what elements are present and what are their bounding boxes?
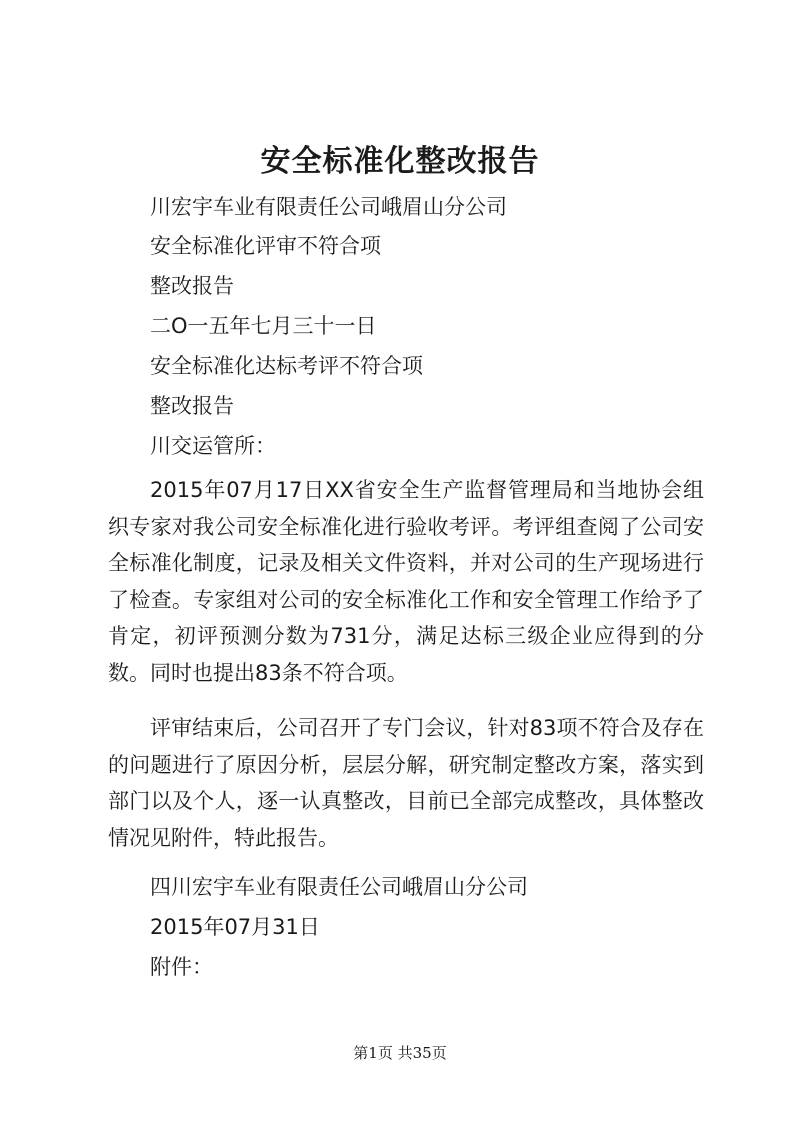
- recipient-line: 川交运管所：: [150, 434, 276, 458]
- subtitle-line: 安全标准化评审不符合项: [150, 234, 381, 258]
- date-line: 二O一五年七月三十一日: [150, 314, 377, 338]
- attachment-label: 附件：: [150, 955, 213, 979]
- body-paragraph-2: 评审结束后，公司召开了专门会议，针对83项不符合及存在的问题进行了原因分析，层层分解，研究制定整改方案，落实到部门以及个人，逐一认真整改，目前已全部完成整改，具体整改情况见附件，特此报告。: [108, 716, 704, 850]
- report-label-line-2: 整改报告: [150, 394, 234, 418]
- heading-line: 安全标准化达标考评不符合项: [150, 354, 423, 378]
- report-label-line: 整改报告: [150, 274, 234, 298]
- signature-company: 四川宏宇车业有限责任公司峨眉山分公司: [150, 875, 528, 899]
- body-paragraph-1: 2015年07月17日XX省安全生产监督管理局和当地协会组织专家对我公司安全标准化进行验收考评。考评组查阅了公司安全标准化制度，记录及相关文件资料，并对公司的生产现场进行了检查。专家组对公司的安全标准化工作和安全管理工作给予了肯定，初评预测分数为731分，满足达标三级企业应得到的分数。同时也提出83条不符合项。: [108, 478, 704, 685]
- signature-date: 2015年07月31日: [150, 915, 320, 939]
- page-footer: 第1页 共35页: [353, 1044, 447, 1062]
- company-name-line: 川宏宇车业有限责任公司峨眉山分公司: [150, 195, 507, 219]
- document-title: 安全标准化整改报告: [260, 144, 540, 179]
